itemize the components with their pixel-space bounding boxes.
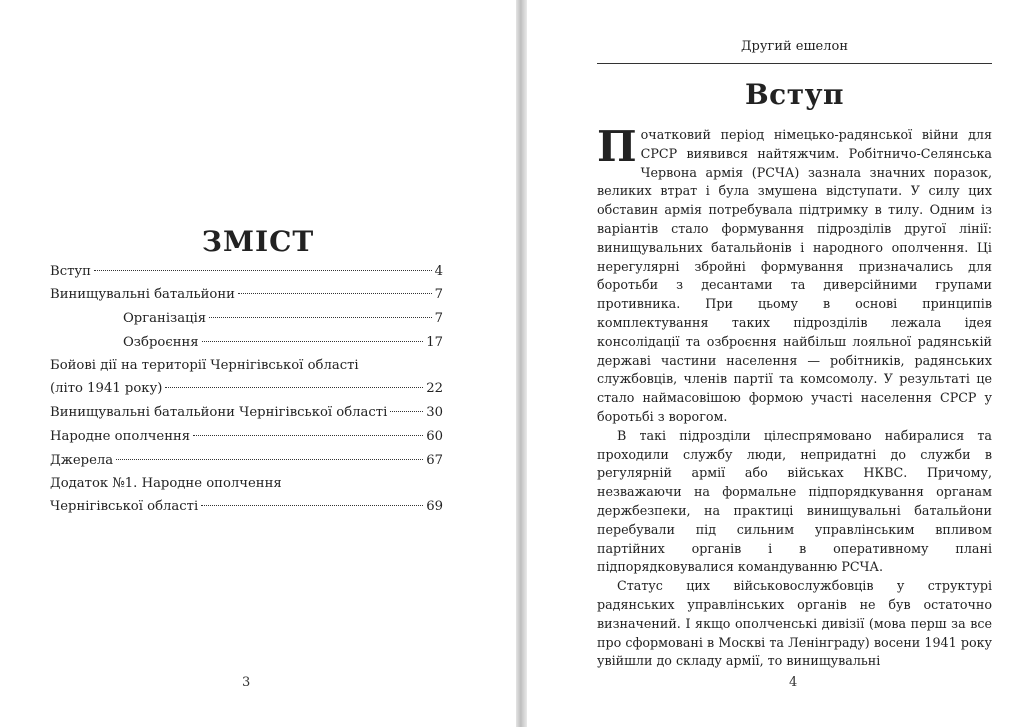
toc-entry-text: Додаток №1. Народне ополчення — [50, 476, 282, 491]
toc-leader-dots — [193, 435, 423, 436]
toc-entry-text: Винищувальні батальйони Чернігівської області — [50, 405, 388, 420]
paragraph: Статус цих військовослужбовців у структурі радянських управлінських органів не був остаточно визначений. І якщо ополченські дивізії (мова перш за все про сформовані в Москві та Ленінграду) восени 1941 року увійшли до складу армії, то винищувальні — [597, 578, 992, 669]
paragraph: В такі підрозділи цілеспрямовано набиралися та проходили службу люди, непридатні до служби в регулярній армії або військах НКВС. Причому, незважаючи на формальне підпорядкування органам держбезпеки, на практиці винищувальні батальйони перебували під сильним управлінським впливом партійних органів і в оперативному плані підпорядковувалися командуванню РСЧА. — [597, 427, 992, 575]
toc-entry[interactable] — [50, 381, 443, 401]
toc-entry-page: 7 — [434, 311, 443, 326]
toc-leader-dots — [209, 317, 432, 318]
toc-entry-text: Вступ — [50, 264, 91, 279]
toc-entry-text: Джерела — [50, 453, 114, 468]
toc-entry-text: Бойові дії на території Чернігівської області — [50, 358, 359, 373]
toc-entry-page: 7 — [434, 287, 443, 302]
toc-entry[interactable] — [123, 311, 443, 331]
toc-leader-dots — [116, 459, 423, 460]
toc-entry[interactable] — [123, 335, 443, 355]
book-gutter — [516, 0, 527, 727]
toc-leader-dots — [390, 411, 423, 412]
toc-leader-dots — [165, 387, 423, 388]
toc-entry-text: Народне ополчення — [50, 429, 191, 444]
body-text — [597, 122, 992, 671]
toc-entry-page: 69 — [426, 499, 443, 514]
toc-entry[interactable] — [50, 358, 443, 378]
chapter-title: Вступ — [745, 78, 844, 111]
header-rule — [597, 63, 992, 64]
page-number: 4 — [789, 675, 798, 690]
toc-leader-dots — [201, 505, 423, 506]
toc-entry-text: Чернігівської області — [50, 499, 199, 514]
right-page — [527, 0, 1024, 727]
running-head: Другий ешелон — [740, 39, 849, 54]
toc-leader-dots — [94, 270, 432, 271]
toc-entry[interactable] — [50, 499, 443, 519]
toc-entry-page: 22 — [426, 381, 443, 396]
toc-entry[interactable] — [50, 264, 443, 284]
toc-title: ЗМІСТ — [201, 225, 315, 258]
toc-entry-page: 17 — [426, 335, 443, 350]
page-number: 3 — [242, 675, 251, 690]
toc-entry[interactable] — [50, 453, 443, 473]
toc-leader-dots — [202, 341, 424, 342]
toc-entry-page: 30 — [426, 405, 443, 420]
paragraph — [597, 122, 992, 427]
dropcap-letter: П — [597, 122, 637, 171]
toc-entry-page: 4 — [434, 264, 443, 279]
toc-entry[interactable] — [50, 405, 443, 425]
toc-entry-text: (літо 1941 року) — [50, 381, 163, 396]
toc-entry-text: Озброєння — [123, 335, 199, 350]
toc-leader-dots — [238, 293, 432, 294]
toc-entry[interactable] — [50, 476, 443, 496]
toc-entry-text: Винищувальні батальйони — [50, 287, 235, 302]
paragraph-text: очатковий період німецько-радянської війни для СРСР виявився найтяжчим. Робітничо-Селянська Червона армія (РСЧА) зазнала значних поразок, великих втрат і була змушена відступати. У силу цих обставин армія потребувала підтримку в тилу. Одним із варіантів стало формування підрозділів другої лінії: винищувальних батальйонів і народного ополчення. Ці нерегулярні збройні формування призначались для боротьби з десантами та диверсійними групами противника. При цьому в основі принципів комплектування таких підрозділів лежала ідея консолідації та озброєння найбільш лояльної радянській державі частини населення — робітників, радянських службовців, членів партії та комсомолу. У результаті це стало наймасовішою формою участі населення СРСР у боротьбі з ворогом. — [597, 127, 992, 424]
toc-entry-page: 60 — [426, 429, 443, 444]
toc-entry[interactable] — [50, 287, 443, 307]
toc-entry[interactable] — [50, 429, 443, 449]
toc-entry-text: Організація — [123, 311, 207, 326]
toc-entry-page: 67 — [426, 453, 443, 468]
